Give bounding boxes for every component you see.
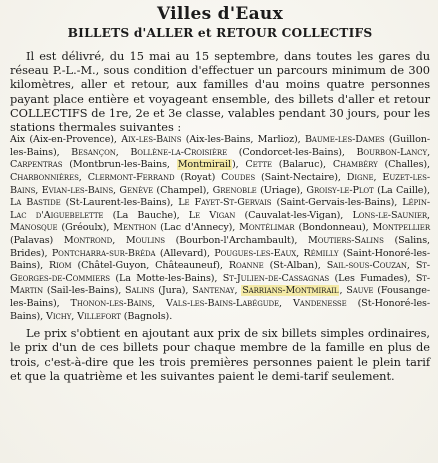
station-name: Grenoble [212,184,257,196]
station-detail: ), [231,159,246,171]
station-detail: (St-Laurent-les-Bains), [60,197,179,209]
station-name: Evian-les-Bains [41,184,114,196]
station-detail: , [71,310,78,322]
station-detail: , [115,146,131,158]
station-detail: (Gréoulx), [57,222,114,234]
station-name: Coudes [221,172,256,183]
station-detail: (Cauvalat-les-Vigan), [235,209,353,221]
station-name: Santenay [192,285,235,297]
station-name: Euzet-les-Bains [10,172,431,196]
station-detail: (La Bauche), [103,209,189,221]
station-detail: , [406,260,416,272]
station-detail: (Condorcet-les-Bains), [227,146,357,158]
station-detail: (St-Alban), [263,260,327,272]
station-name: Groisy-le-Plot [306,184,374,196]
station-detail: , [339,285,347,297]
intro-paragraph: Il est délivré, du 15 mai au 15 septembre, dans toutes les gares du réseau P.-L.-M., sous condition d'effectuer un parcours minimum de 300 kilomètres, aller et retour, aux familles d'au moins quatre personnes payant place entière et voyageant ensemble, des billets d'aller et retour COLLECTIFS de 1re, 2e et 3e classe, valables pendant 30 jours, pour les stations thermales suivantes : [10,49,430,135]
pricing-paragraph: Le prix s'obtient en ajoutant aux prix de six billets simples ordinaires, le prix d'un de ces billets pour chaque membre de la famille en plus de trois, c'est-à-dire que les trois premières personnes paient le plein tarif et que la quatrième et les suivantes paient le demi-tarif seulement. [10,326,430,383]
station-name: Rémilly [303,247,339,259]
station-detail: (Châtel-Guyon, Châteauneuf), [71,260,229,272]
station-name: Pougues-les-Eaux [214,247,297,259]
station-name: Lépin-Lac d'Aiguebelette [10,197,430,221]
station-detail: (Lac d'Annecy), [156,222,240,234]
station-name: Clermont-Ferrand [87,172,175,183]
station-name: Vandenesse [292,297,347,309]
station-detail: , [112,234,126,246]
station-detail: (Guillon-les-Bains), [10,134,430,158]
page-subtitle: BILLETS d'ALLER et RETOUR COLLECTIFS [67,26,373,40]
station-name: Carpentras [10,159,63,171]
station-detail: (St-Honoré-les-Bains), [10,297,431,322]
station-detail: , [35,184,42,196]
station-detail: (Palavas) [10,234,64,246]
station-name: Villefort [77,310,121,322]
station-detail: (Allevard), [155,247,215,259]
station-name: Digne [346,172,374,183]
station-name: Le Vigan [188,209,236,221]
station-detail: (La Caille), [373,184,430,196]
station-name: Roanne [228,260,264,272]
station-detail: , [427,146,431,158]
station-name: Cette [245,159,272,171]
station-detail: (Bagnols). [120,310,173,322]
station-name: Charbonnières [10,172,79,183]
station-name: Le Fayet-St-Gervais [178,197,272,209]
station-name: Lons-le-Saunier [352,209,428,221]
station-name: Thonon-les-Bains [70,297,152,309]
station-name: Montpellier [372,222,430,234]
station-name: Aix-les-Bains [121,134,182,146]
station-list [10,134,430,323]
station-name: Vichy [45,310,72,322]
station-detail: (Aix-les-Bains, Marlioz), [181,134,305,146]
station-name: Pontcharra-sur-Bréda [51,247,156,259]
station-detail: (Jura), [154,285,193,297]
station-name: Besançon [71,146,116,158]
station-name: Salins [125,285,155,297]
station-detail: (Bourbon-l'Archambault), [164,234,308,246]
station-detail: (Montbrun-les-Bains, [62,159,177,171]
station-detail: , [234,285,242,297]
station-detail: (Saint-Gervais-les-Bains), [271,197,403,209]
station-name: Moutiers-Salins [307,234,384,246]
station-name: St-Martin [10,272,430,297]
station-detail: (Bondonneau), [294,222,373,234]
station-detail: (Challes), [377,159,430,171]
station-detail: (Les Fumades), [329,272,416,284]
station-name: Bourbon-Lancy [356,146,428,158]
highlighted-text: Montmirail [177,159,231,171]
station-detail: (Saint-Nectaire), [255,172,347,183]
station-detail: (Sail-les-Bains), [43,285,125,297]
station-name: Sail-sous-Couzan [326,260,407,272]
station-detail: , [78,172,88,183]
station-name: La Bastide [10,197,61,209]
station-name: Bollène-la-Croisière [130,146,228,158]
station-name: Sarrians-Montmirail [242,285,339,297]
station-detail: , [373,172,383,183]
station-detail: (Salins, Brides), [10,234,430,259]
station-detail: , [427,209,430,221]
station-name: Genève [119,184,153,196]
station-name: Vals-les-Bains-Labégude [165,297,280,309]
station-detail: , [152,297,166,309]
station-name: Sauve [346,285,374,297]
station-name: Montélimar [239,222,295,234]
station-detail: (Balaruc), [271,159,333,171]
station-detail: , [113,184,120,196]
station-name: St-Georges-de-Commiers [10,260,430,284]
station-name: Menthon [113,222,157,234]
station-detail: (Saint-Honoré-les-Bains), [10,247,430,272]
station-detail: (Champel), [153,184,213,196]
station-detail: (La Motte-les-Bains), [109,272,223,284]
station-detail: (Fousange-les-Bains), [10,285,430,309]
station-detail: (Royat) [174,172,222,183]
station-name: Moulins [125,234,165,246]
station-name: Montrond [63,234,113,246]
station-name: St-Julien-de-Cassagnas [222,272,330,284]
station-detail: , [279,297,293,309]
station-name: Riom [49,260,72,272]
station-detail: , [296,247,304,259]
station-name: Chambéry [332,159,378,171]
station-detail: Aix (Aix-en-Provence), [10,134,122,146]
station-name: Manosque [10,222,58,234]
station-detail: (Uriage), [256,184,307,196]
page-title: Villes d'Eaux [156,4,284,24]
station-name: Baume-les-Dames [304,134,385,146]
